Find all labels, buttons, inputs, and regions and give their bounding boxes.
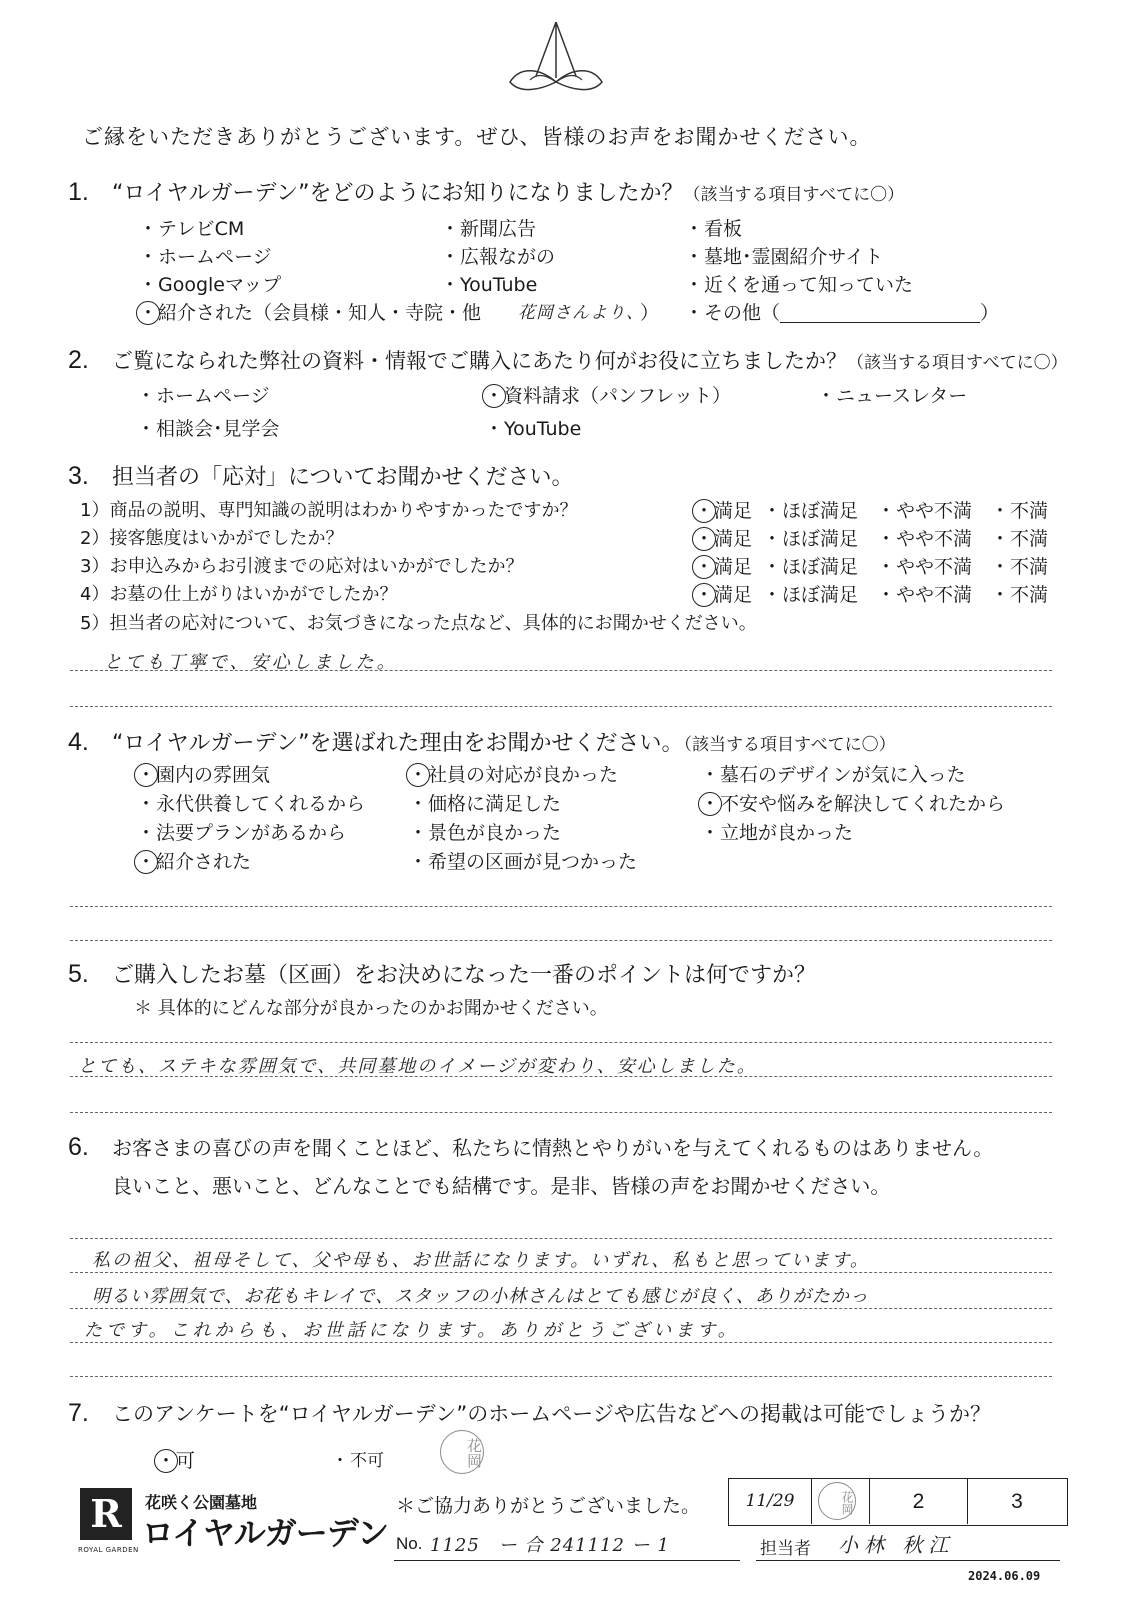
bullet-icon: ・ — [762, 556, 782, 578]
selected-circle-icon: ・ — [136, 847, 156, 874]
q1-option-other[interactable]: ・その他（ ） — [684, 298, 999, 325]
other-blank-field[interactable] — [780, 305, 980, 323]
selected-circle-icon: ・ — [694, 580, 714, 607]
q3-item-5: 5）担当者の応対について、お気づきになった点など、具体的にお聞かせください。 — [80, 613, 757, 634]
bullet-icon: ・ — [876, 584, 896, 606]
answer-line — [70, 906, 1052, 907]
staff-name: 小林 秋江 — [838, 1533, 955, 1557]
q5-handwritten-answer: とても、ステキな雰囲気で、共同墓地のイメージが変わり、安心しました。 — [78, 1056, 757, 1077]
selected-circle-icon: ・ — [694, 524, 714, 551]
question-note: （該当する項目すべてに〇） — [683, 185, 905, 205]
bullet-icon: ・ — [762, 528, 782, 550]
q4-option-eternal[interactable]: ・永代供養してくれるから — [136, 789, 365, 816]
scale-slightly-dissatisfied[interactable]: やや不満 — [896, 584, 973, 606]
question-title: お客さまの喜びの声を聞くことほど、私たちに情熱とやりがいを与えてくれるものはありません。 — [112, 1136, 994, 1160]
scale-satisfied[interactable]: 満足 — [714, 528, 753, 550]
logo-caption: ROYAL GARDEN — [78, 1546, 139, 1554]
bullet-icon: ・ — [990, 528, 1010, 550]
grid-hanko-stamp: 花岡 — [818, 1482, 856, 1520]
selected-circle-icon: ・ — [156, 1446, 176, 1473]
scale-slightly-dissatisfied[interactable]: やや不満 — [896, 500, 973, 522]
question-6-line-2 — [112, 1170, 890, 1199]
q4-option-referral[interactable]: ・紹介された — [136, 847, 251, 874]
q1-option-passing-by[interactable]: ・近くを通って知っていた — [684, 270, 913, 297]
bullet-icon: ・ — [440, 274, 460, 296]
intro-text: ご縁をいただきありがとうございます。ぜひ、皆様のお声をお聞かせください。 — [82, 125, 872, 149]
form-version-date: 2024.06.09 — [968, 1569, 1041, 1583]
answer-line — [70, 1042, 1052, 1043]
bullet-icon: ・ — [684, 274, 704, 296]
selected-circle-icon: ・ — [700, 789, 720, 816]
q4-option-resolved[interactable]: ・不安や悩みを解決してくれたから — [700, 789, 1005, 816]
bullet-icon: ・ — [136, 793, 156, 815]
answer-line — [70, 1308, 1052, 1309]
staff-label: 担当者 — [760, 1539, 811, 1559]
question-7 — [68, 1398, 991, 1428]
bullet-icon: ・ — [684, 246, 704, 268]
scale-satisfied[interactable]: 満足 — [714, 500, 753, 522]
q3-item-3: 3）お申込みからお引渡までの応対はいかがでしたか？ — [80, 556, 524, 577]
q5-subtext: ＊ 具体的にどんな部分が良かったのかお聞かせください。 — [134, 998, 608, 1019]
bullet-icon: ・ — [138, 274, 158, 296]
scale-dissatisfied[interactable]: 不満 — [1010, 584, 1049, 606]
q3-item-2: 2）接客態度はいかがでしたか？ — [80, 528, 344, 549]
q3-scale-row-3 — [694, 552, 1048, 579]
q1-option-newspaper[interactable]: ・新聞広告 — [440, 214, 536, 241]
scale-dissatisfied[interactable]: 不満 — [1010, 528, 1049, 550]
staff-underline — [756, 1560, 1060, 1561]
question-number: 2. — [68, 346, 89, 374]
scale-satisfied[interactable]: 満足 — [714, 556, 753, 578]
bullet-icon: ・ — [700, 822, 720, 844]
bullet-icon: ・ — [684, 302, 704, 324]
question-4 — [68, 726, 896, 757]
q3-scale-row-2 — [694, 524, 1048, 551]
q4-option-price[interactable]: ・価格に満足した — [408, 789, 561, 816]
scale-satisfied[interactable]: 満足 — [714, 584, 753, 606]
bullet-icon: ・ — [876, 528, 896, 550]
q3-handwritten-answer: とても丁寧で、安心しました。 — [104, 652, 398, 673]
logo-wordmark: ロイヤルガーデン — [142, 1514, 389, 1552]
office-use-grid — [728, 1478, 1068, 1526]
bullet-icon: ・ — [136, 418, 156, 440]
answer-line — [70, 706, 1052, 707]
answer-line — [70, 670, 1052, 671]
question-2 — [68, 345, 1068, 375]
question-5 — [68, 958, 816, 989]
number-value: 1125 ー 合 241112 ー 1 — [430, 1535, 670, 1556]
question-number: 7. — [68, 1399, 89, 1427]
bullet-icon: ・ — [762, 584, 782, 606]
scale-mostly-satisfied[interactable]: ほぼ満足 — [782, 584, 859, 606]
question-number: 1. — [68, 178, 89, 206]
scale-mostly-satisfied[interactable]: ほぼ満足 — [782, 500, 859, 522]
bullet-icon: ・ — [990, 500, 1010, 522]
q6-handwritten-line-1: 私の祖父、祖母そして、父や母も、お世話になります。いずれ、私もと思っています。 — [92, 1250, 870, 1271]
bullet-icon: ・ — [408, 793, 428, 815]
q4-option-design[interactable]: ・墓石のデザインが気に入った — [700, 760, 966, 787]
bullet-icon: ・ — [138, 218, 158, 240]
grid-cell-a: 2 — [869, 1479, 967, 1524]
question-note: （該当する項目すべてに〇） — [847, 353, 1068, 373]
q1-option-signboard[interactable]: ・看板 — [684, 214, 742, 241]
answer-line — [70, 940, 1052, 941]
answer-line — [70, 1076, 1052, 1077]
bullet-icon: ・ — [762, 500, 782, 522]
q1-option-koho-nagano[interactable]: ・広報ながの — [440, 242, 555, 269]
q7-option-no[interactable]: ・不可 — [330, 1446, 384, 1471]
q4-option-plot-found[interactable]: ・希望の区画が見つかった — [408, 847, 637, 874]
selected-circle-icon: ・ — [138, 298, 158, 325]
scale-dissatisfied[interactable]: 不満 — [1010, 500, 1049, 522]
question-title: 担当者の「応対」についてお聞かせください。 — [112, 465, 574, 490]
q4-option-location[interactable]: ・立地が良かった — [700, 818, 853, 845]
bullet-icon: ・ — [876, 500, 896, 522]
q4-option-memorial-plan[interactable]: ・法要プランがあるから — [136, 818, 346, 845]
bullet-icon: ・ — [990, 556, 1010, 578]
question-title: ご覧になられた弊社の資料・情報でご購入にあたり何がお役に立ちましたか？ — [112, 349, 847, 373]
scale-mostly-satisfied[interactable]: ほぼ満足 — [782, 528, 859, 550]
q3-scale-row-4 — [694, 580, 1048, 607]
number-label: No. — [396, 1534, 423, 1553]
selected-circle-icon: ・ — [484, 381, 504, 408]
question-title: “ロイヤルガーデン”を選ばれた理由をお聞かせください。 — [112, 731, 684, 756]
bullet-icon: ・ — [408, 851, 428, 873]
question-1 — [68, 176, 904, 207]
bullet-icon: ・ — [136, 385, 156, 407]
scale-mostly-satisfied[interactable]: ほぼ満足 — [782, 556, 859, 578]
question-title: ご購入したお墓（区画）をお決めになった一番のポイントは何ですか？ — [112, 963, 817, 988]
q1-option-cemetery-site[interactable]: ・墓地･霊園紹介サイト — [684, 242, 883, 269]
q6-handwritten-line-2: 明るい雰囲気で、お花もキレイで、スタッフの小林さんはとても感じが良く、ありがたかっ — [92, 1286, 869, 1307]
question-6 — [68, 1132, 993, 1162]
q1-referral-handwritten: 花岡さんより、 — [518, 303, 644, 323]
logo-subtitle: 花咲く公園墓地 — [145, 1493, 258, 1512]
question-title-continued: 良いこと、悪いこと、どんなことでも結構です。是非、皆様の声をお聞かせください。 — [112, 1174, 891, 1198]
question-title: このアンケートを“ロイヤルガーデン”のホームページや広告などへの掲載は可能でしょうか？ — [112, 1402, 991, 1426]
hanko-stamp: 花岡 — [440, 1430, 484, 1474]
grid-cell-b: 3 — [967, 1479, 1066, 1524]
q1-referral-close: ） — [640, 302, 660, 324]
number-underline — [394, 1560, 740, 1561]
bullet-icon: ・ — [440, 246, 460, 268]
question-title: “ロイヤルガーデン”をどのようにお知りになりましたか？ — [112, 181, 684, 206]
q1-option-referral[interactable]: ・紹介された（会員様・知人・寺院・他 — [138, 298, 481, 325]
answer-line — [70, 1272, 1052, 1273]
grid-date: 11/29 — [745, 1491, 795, 1511]
bullet-icon: ・ — [440, 218, 460, 240]
bullet-icon: ・ — [700, 764, 720, 786]
scale-slightly-dissatisfied[interactable]: やや不満 — [896, 556, 973, 578]
q1-option-homepage[interactable]: ・ホームページ — [138, 242, 272, 269]
bullet-icon: ・ — [876, 556, 896, 578]
scale-slightly-dissatisfied[interactable]: やや不満 — [896, 528, 973, 550]
q3-item-4: 4）お墓の仕上がりはいかがでしたか？ — [80, 584, 398, 605]
bullet-icon: ・ — [136, 822, 156, 844]
selected-circle-icon: ・ — [694, 496, 714, 523]
q2-option-newsletter[interactable]: ・ニュースレター — [816, 381, 967, 408]
bullet-icon: ・ — [816, 385, 836, 407]
bullet-icon: ・ — [138, 246, 158, 268]
q1-option-tv[interactable]: ・テレビCM — [138, 214, 244, 241]
bullet-icon: ・ — [990, 584, 1010, 606]
bullet-icon: ・ — [331, 1451, 349, 1471]
question-number: 5. — [68, 960, 89, 988]
answer-line — [70, 1112, 1052, 1113]
grid-stamp-cell — [811, 1479, 869, 1524]
question-number: 3. — [68, 462, 89, 490]
question-note: （該当する項目すべてに〇） — [683, 735, 896, 755]
ornament-icon — [500, 18, 612, 102]
q4-option-scenery[interactable]: ・景色が良かった — [408, 818, 561, 845]
selected-circle-icon: ・ — [694, 552, 714, 579]
q4-option-staff[interactable]: ・社員の対応が良かった — [408, 760, 618, 787]
question-3 — [68, 460, 574, 491]
q2-option-seminar[interactable]: ・相談会･見学会 — [136, 414, 280, 441]
bullet-icon: ・ — [484, 418, 504, 440]
logo-icon: R — [80, 1488, 132, 1540]
bullet-icon: ・ — [684, 218, 704, 240]
q2-option-youtube[interactable]: ・YouTube — [484, 414, 581, 441]
q4-option-atmosphere[interactable]: ・園内の雰囲気 — [136, 760, 270, 787]
q7-option-yes[interactable]: ・可 — [156, 1446, 195, 1473]
answer-line — [70, 1342, 1052, 1343]
q6-handwritten-line-3: たです。これからも、お世話になります。ありがとうございます。 — [84, 1320, 740, 1341]
q2-option-brochure[interactable]: ・資料請求（パンフレット） — [484, 381, 731, 408]
question-number: 4. — [68, 728, 89, 756]
q3-scale-row-1 — [694, 496, 1048, 523]
q2-option-homepage[interactable]: ・ホームページ — [136, 381, 270, 408]
thanks-text: ＊ご協力ありがとうございました。 — [396, 1495, 701, 1517]
q3-item-1: 1）商品の説明、専門知識の説明はわかりやすかったですか？ — [80, 500, 578, 521]
q1-option-youtube[interactable]: ・YouTube — [440, 270, 537, 297]
question-number: 6. — [68, 1133, 89, 1161]
selected-circle-icon: ・ — [408, 760, 428, 787]
answer-line — [70, 1376, 1052, 1377]
answer-line — [70, 1238, 1052, 1239]
scale-dissatisfied[interactable]: 不満 — [1010, 556, 1049, 578]
selected-circle-icon: ・ — [136, 760, 156, 787]
q1-option-google-maps[interactable]: ・Googleマップ — [138, 270, 281, 297]
bullet-icon: ・ — [408, 822, 428, 844]
